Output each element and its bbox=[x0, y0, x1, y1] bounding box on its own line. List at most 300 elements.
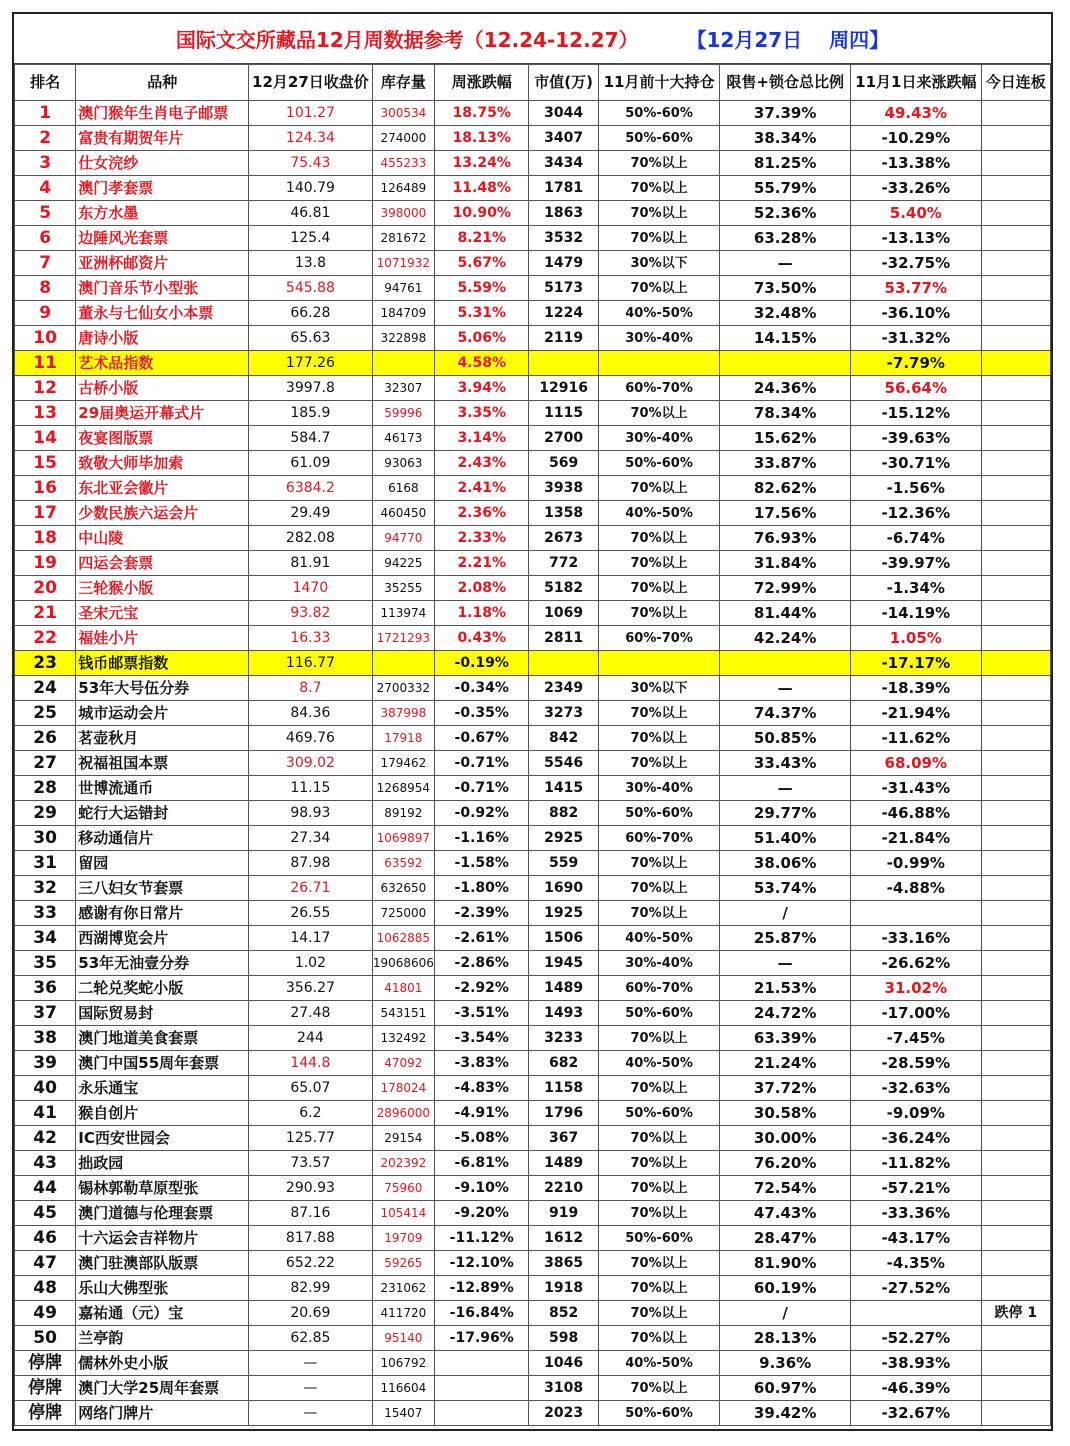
since-nov1-cell: 53.77% bbox=[850, 276, 981, 301]
locked-ratio-cell: 76.20% bbox=[720, 1151, 851, 1176]
table-row bbox=[15, 726, 1051, 751]
table-row bbox=[15, 626, 1051, 651]
name-cell: 十六运会吉祥物片 bbox=[76, 1226, 249, 1251]
limit-streak-cell bbox=[981, 901, 1050, 926]
report-title-bar bbox=[14, 14, 1051, 64]
locked-ratio-cell: 60.97% bbox=[720, 1376, 851, 1401]
name-cell: 致敬大师毕加索 bbox=[76, 451, 249, 476]
locked-ratio-cell: 76.93% bbox=[720, 526, 851, 551]
locked-ratio-cell: / bbox=[720, 901, 851, 926]
table-row bbox=[15, 1276, 1051, 1301]
locked-ratio-cell: 30.00% bbox=[720, 1126, 851, 1151]
name-cell: 艺术品指数 bbox=[76, 351, 249, 376]
weekly-change-cell: 5.06% bbox=[435, 326, 529, 351]
since-nov1-cell: -11.82% bbox=[850, 1151, 981, 1176]
holding-cell: 40%-50% bbox=[598, 926, 720, 951]
locked-ratio-cell: 47.43% bbox=[720, 1201, 851, 1226]
since-nov1-cell: -26.62% bbox=[850, 951, 981, 976]
stock-cell: 116604 bbox=[372, 1376, 434, 1401]
locked-ratio-cell: 21.24% bbox=[720, 1051, 851, 1076]
stock-cell: 94761 bbox=[372, 276, 434, 301]
price-cell: 46.81 bbox=[249, 201, 373, 226]
rank-cell: 22 bbox=[15, 626, 76, 651]
limit-streak-cell bbox=[981, 851, 1050, 876]
limit-streak-cell bbox=[981, 926, 1050, 951]
rank-cell: 45 bbox=[15, 1201, 76, 1226]
price-cell: 65.07 bbox=[249, 1076, 373, 1101]
since-nov1-cell: -17.17% bbox=[850, 651, 981, 676]
table-row bbox=[15, 1226, 1051, 1251]
limit-streak-cell bbox=[981, 1201, 1050, 1226]
stock-cell: 132492 bbox=[372, 1026, 434, 1051]
weekly-change-cell: 2.08% bbox=[435, 576, 529, 601]
limit-streak-cell bbox=[981, 751, 1050, 776]
locked-ratio-cell: 39.42% bbox=[720, 1401, 851, 1426]
limit-streak-cell bbox=[981, 176, 1050, 201]
rank-cell: 6 bbox=[15, 226, 76, 251]
name-cell: 国际贸易封 bbox=[76, 1001, 249, 1026]
since-nov1-cell: -11.62% bbox=[850, 726, 981, 751]
rank-cell: 24 bbox=[15, 676, 76, 701]
stock-cell: 15407 bbox=[372, 1401, 434, 1426]
market-cap-cell: 772 bbox=[529, 551, 598, 576]
rank-cell: 47 bbox=[15, 1251, 76, 1276]
table-row bbox=[15, 1401, 1051, 1426]
since-nov1-cell: -4.88% bbox=[850, 876, 981, 901]
limit-streak-cell bbox=[981, 1401, 1050, 1426]
weekly-change-cell: 5.59% bbox=[435, 276, 529, 301]
weekly-change-cell: -2.92% bbox=[435, 976, 529, 1001]
price-cell: 584.7 bbox=[249, 426, 373, 451]
locked-ratio-cell: 81.90% bbox=[720, 1251, 851, 1276]
weekly-change-cell: -17.96% bbox=[435, 1326, 529, 1351]
stock-cell: 93063 bbox=[372, 451, 434, 476]
since-nov1-cell: -57.21% bbox=[850, 1176, 981, 1201]
weekly-change-cell: -0.71% bbox=[435, 776, 529, 801]
table-row bbox=[15, 926, 1051, 951]
rank-cell: 13 bbox=[15, 401, 76, 426]
since-nov1-cell: -17.00% bbox=[850, 1001, 981, 1026]
rank-cell: 停牌 bbox=[15, 1351, 76, 1376]
locked-ratio-cell: 28.13% bbox=[720, 1326, 851, 1351]
rank-cell: 5 bbox=[15, 201, 76, 226]
stock-cell: 202392 bbox=[372, 1151, 434, 1176]
price-cell: 356.27 bbox=[249, 976, 373, 1001]
limit-streak-cell bbox=[981, 826, 1050, 851]
name-cell: 澳门地道美食套票 bbox=[76, 1026, 249, 1051]
table-row bbox=[15, 651, 1051, 676]
stock-cell: 632650 bbox=[372, 876, 434, 901]
table-row bbox=[15, 1051, 1051, 1076]
since-nov1-cell: -33.36% bbox=[850, 1201, 981, 1226]
holding-cell: 50%-60% bbox=[598, 1226, 720, 1251]
rank-cell: 26 bbox=[15, 726, 76, 751]
name-cell: 猴自创片 bbox=[76, 1101, 249, 1126]
since-nov1-cell: 49.43% bbox=[850, 101, 981, 126]
price-cell: 125.77 bbox=[249, 1126, 373, 1151]
name-cell: 三八妇女节套票 bbox=[76, 876, 249, 901]
rank-cell: 44 bbox=[15, 1176, 76, 1201]
rank-cell: 18 bbox=[15, 526, 76, 551]
locked-ratio-cell: 51.40% bbox=[720, 826, 851, 851]
locked-ratio-cell: 74.37% bbox=[720, 701, 851, 726]
since-nov1-cell bbox=[850, 1301, 981, 1326]
price-cell: 27.48 bbox=[249, 1001, 373, 1026]
name-cell: 移动通信片 bbox=[76, 826, 249, 851]
name-cell: 世博流通币 bbox=[76, 776, 249, 801]
limit-streak-cell bbox=[981, 251, 1050, 276]
holding-cell: 70%以上 bbox=[598, 726, 720, 751]
name-cell: IC西安世园会 bbox=[76, 1126, 249, 1151]
limit-streak-cell bbox=[981, 326, 1050, 351]
since-nov1-cell: -28.59% bbox=[850, 1051, 981, 1076]
since-nov1-cell: -46.88% bbox=[850, 801, 981, 826]
locked-ratio-cell: 73.50% bbox=[720, 276, 851, 301]
stock-cell: 59996 bbox=[372, 401, 434, 426]
since-nov1-cell: -31.32% bbox=[850, 326, 981, 351]
name-cell: 永乐通宝 bbox=[76, 1076, 249, 1101]
holding-cell: 50%-60% bbox=[598, 801, 720, 826]
market-cap-cell: 3434 bbox=[529, 151, 598, 176]
rank-cell: 2 bbox=[15, 126, 76, 151]
limit-streak-cell bbox=[981, 601, 1050, 626]
price-cell: — bbox=[249, 1401, 373, 1426]
market-cap-cell: 2023 bbox=[529, 1401, 598, 1426]
header-weekly-change: 周涨跌幅 bbox=[435, 65, 529, 101]
name-cell: 感谢有你日常片 bbox=[76, 901, 249, 926]
market-cap-cell: 1479 bbox=[529, 251, 598, 276]
locked-ratio-cell: 30.58% bbox=[720, 1101, 851, 1126]
since-nov1-cell: -10.29% bbox=[850, 126, 981, 151]
holding-cell: 50%-60% bbox=[598, 1401, 720, 1426]
locked-ratio-cell: 63.28% bbox=[720, 226, 851, 251]
holding-cell: 70%以上 bbox=[598, 526, 720, 551]
locked-ratio-cell: 55.79% bbox=[720, 176, 851, 201]
stock-cell: 29154 bbox=[372, 1126, 434, 1151]
limit-streak-cell bbox=[981, 201, 1050, 226]
weekly-change-cell: 1.18% bbox=[435, 601, 529, 626]
locked-ratio-cell: — bbox=[720, 951, 851, 976]
limit-streak-cell bbox=[981, 776, 1050, 801]
rank-cell: 16 bbox=[15, 476, 76, 501]
locked-ratio-cell: 9.36% bbox=[720, 1351, 851, 1376]
locked-ratio-cell: 24.36% bbox=[720, 376, 851, 401]
name-cell: 嘉祐通（元）宝 bbox=[76, 1301, 249, 1326]
market-cap-cell: 1115 bbox=[529, 401, 598, 426]
name-cell: 澳门中国55周年套票 bbox=[76, 1051, 249, 1076]
name-cell: 东方水墨 bbox=[76, 201, 249, 226]
holding-cell: 70%以上 bbox=[598, 876, 720, 901]
locked-ratio-cell: 29.77% bbox=[720, 801, 851, 826]
name-cell: 澳门道德与伦理套票 bbox=[76, 1201, 249, 1226]
name-cell: 53年大号伍分券 bbox=[76, 676, 249, 701]
weekly-change-cell: 0.43% bbox=[435, 626, 529, 651]
market-cap-cell: 3273 bbox=[529, 701, 598, 726]
name-cell: 中山陵 bbox=[76, 526, 249, 551]
holding-cell: 70%以上 bbox=[598, 551, 720, 576]
limit-streak-cell bbox=[981, 1251, 1050, 1276]
table-row bbox=[15, 876, 1051, 901]
weekly-change-cell bbox=[435, 1376, 529, 1401]
price-cell: 309.02 bbox=[249, 751, 373, 776]
market-cap-cell: 12916 bbox=[529, 376, 598, 401]
market-cap-cell: 1863 bbox=[529, 201, 598, 226]
stock-cell bbox=[372, 351, 434, 376]
holding-cell: 70%以上 bbox=[598, 1026, 720, 1051]
limit-streak-cell bbox=[981, 451, 1050, 476]
market-cap-cell: 852 bbox=[529, 1301, 598, 1326]
market-cap-cell: 2349 bbox=[529, 676, 598, 701]
rank-cell: 21 bbox=[15, 601, 76, 626]
price-cell: 177.26 bbox=[249, 351, 373, 376]
table-row bbox=[15, 326, 1051, 351]
limit-streak-cell bbox=[981, 876, 1050, 901]
table-row bbox=[15, 126, 1051, 151]
limit-streak-cell bbox=[981, 426, 1050, 451]
market-cap-cell: 1493 bbox=[529, 1001, 598, 1026]
weekly-change-cell: 11.48% bbox=[435, 176, 529, 201]
table-body bbox=[15, 101, 1051, 1426]
since-nov1-cell: -32.67% bbox=[850, 1401, 981, 1426]
price-cell: 1470 bbox=[249, 576, 373, 601]
locked-ratio-cell: 50.85% bbox=[720, 726, 851, 751]
table-row bbox=[15, 601, 1051, 626]
holding-cell: 70%以上 bbox=[598, 226, 720, 251]
holding-cell: 50%-60% bbox=[598, 101, 720, 126]
rank-cell: 3 bbox=[15, 151, 76, 176]
table-row bbox=[15, 451, 1051, 476]
table-row bbox=[15, 1201, 1051, 1226]
holding-cell: 70%以上 bbox=[598, 1301, 720, 1326]
market-cap-cell: 1158 bbox=[529, 1076, 598, 1101]
locked-ratio-cell: 72.54% bbox=[720, 1176, 851, 1201]
since-nov1-cell: -9.09% bbox=[850, 1101, 981, 1126]
holding-cell: 40%-50% bbox=[598, 1351, 720, 1376]
stock-cell: 63592 bbox=[372, 851, 434, 876]
table-row bbox=[15, 151, 1051, 176]
holding-cell: 40%-50% bbox=[598, 301, 720, 326]
weekly-change-cell: -12.89% bbox=[435, 1276, 529, 1301]
stock-cell: 1069897 bbox=[372, 826, 434, 851]
rank-cell: 14 bbox=[15, 426, 76, 451]
price-cell: 26.71 bbox=[249, 876, 373, 901]
limit-streak-cell bbox=[981, 126, 1050, 151]
stock-cell: 35255 bbox=[372, 576, 434, 601]
weekly-change-cell: 13.24% bbox=[435, 151, 529, 176]
stock-cell: 47092 bbox=[372, 1051, 434, 1076]
weekly-change-cell: -0.92% bbox=[435, 801, 529, 826]
weekly-change-cell: 8.21% bbox=[435, 226, 529, 251]
since-nov1-cell: -31.43% bbox=[850, 776, 981, 801]
stock-cell: 89192 bbox=[372, 801, 434, 826]
stock-cell: 179462 bbox=[372, 751, 434, 776]
market-cap-cell: 367 bbox=[529, 1126, 598, 1151]
report-title: 国际文交所藏品12月周数据参考（12.24-12.27） bbox=[175, 28, 639, 52]
since-nov1-cell: -1.34% bbox=[850, 576, 981, 601]
locked-ratio-cell: 81.44% bbox=[720, 601, 851, 626]
locked-ratio-cell: 42.24% bbox=[720, 626, 851, 651]
table-row bbox=[15, 1101, 1051, 1126]
market-cap-cell: 5546 bbox=[529, 751, 598, 776]
since-nov1-cell: -38.93% bbox=[850, 1351, 981, 1376]
market-cap-cell: 3044 bbox=[529, 101, 598, 126]
weekly-change-cell: 2.36% bbox=[435, 501, 529, 526]
table-row bbox=[15, 251, 1051, 276]
since-nov1-cell: -14.19% bbox=[850, 601, 981, 626]
weekly-change-cell: 3.94% bbox=[435, 376, 529, 401]
market-cap-cell: 882 bbox=[529, 801, 598, 826]
stock-cell: 19068606 bbox=[372, 951, 434, 976]
stock-cell: 46173 bbox=[372, 426, 434, 451]
price-cell: — bbox=[249, 1376, 373, 1401]
name-cell: 儒林外史小版 bbox=[76, 1351, 249, 1376]
name-cell: 福娃小片 bbox=[76, 626, 249, 651]
market-cap-cell bbox=[529, 651, 598, 676]
weekly-change-cell: 5.31% bbox=[435, 301, 529, 326]
limit-streak-cell bbox=[981, 976, 1050, 1001]
rank-cell: 43 bbox=[15, 1151, 76, 1176]
weekly-change-cell bbox=[435, 1401, 529, 1426]
price-cell: 73.57 bbox=[249, 1151, 373, 1176]
rank-cell: 23 bbox=[15, 651, 76, 676]
holding-cell: 60%-70% bbox=[598, 626, 720, 651]
rank-cell: 27 bbox=[15, 751, 76, 776]
weekly-change-cell: 5.67% bbox=[435, 251, 529, 276]
name-cell: 少数民族六运会片 bbox=[76, 501, 249, 526]
holding-cell: 70%以上 bbox=[598, 1251, 720, 1276]
locked-ratio-cell: 82.62% bbox=[720, 476, 851, 501]
name-cell: 留园 bbox=[76, 851, 249, 876]
holding-cell: 40%-50% bbox=[598, 501, 720, 526]
name-cell: 澳门音乐节小型张 bbox=[76, 276, 249, 301]
since-nov1-cell: -33.16% bbox=[850, 926, 981, 951]
rank-cell: 17 bbox=[15, 501, 76, 526]
name-cell: 东北亚会徽片 bbox=[76, 476, 249, 501]
holding-cell: 50%-60% bbox=[598, 1001, 720, 1026]
table-row bbox=[15, 576, 1051, 601]
price-cell: 84.36 bbox=[249, 701, 373, 726]
holding-cell: 70%以上 bbox=[598, 701, 720, 726]
header-market-cap: 市值(万) bbox=[529, 65, 598, 101]
stock-cell: 725000 bbox=[372, 901, 434, 926]
limit-streak-cell bbox=[981, 1376, 1050, 1401]
stock-cell: 1721293 bbox=[372, 626, 434, 651]
stock-cell: 2896000 bbox=[372, 1101, 434, 1126]
holding-cell: 70%以上 bbox=[598, 1126, 720, 1151]
price-cell: 93.82 bbox=[249, 601, 373, 626]
price-cell: 545.88 bbox=[249, 276, 373, 301]
rank-cell: 39 bbox=[15, 1051, 76, 1076]
market-cap-cell: 2700 bbox=[529, 426, 598, 451]
locked-ratio-cell: 38.34% bbox=[720, 126, 851, 151]
weekly-change-cell: -1.58% bbox=[435, 851, 529, 876]
rank-cell: 8 bbox=[15, 276, 76, 301]
since-nov1-cell: -12.36% bbox=[850, 501, 981, 526]
price-cell: 16.33 bbox=[249, 626, 373, 651]
weekly-change-cell: 4.58% bbox=[435, 351, 529, 376]
report-sheet bbox=[12, 12, 1053, 1431]
market-cap-cell: 1046 bbox=[529, 1351, 598, 1376]
stock-cell bbox=[372, 651, 434, 676]
table-row bbox=[15, 1026, 1051, 1051]
market-cap-cell: 1690 bbox=[529, 876, 598, 901]
holding-cell: 30%-40% bbox=[598, 426, 720, 451]
locked-ratio-cell: 53.74% bbox=[720, 876, 851, 901]
stock-cell: 178024 bbox=[372, 1076, 434, 1101]
table-row bbox=[15, 551, 1051, 576]
market-cap-cell: 3865 bbox=[529, 1251, 598, 1276]
rank-cell: 15 bbox=[15, 451, 76, 476]
table-row bbox=[15, 1301, 1051, 1326]
rank-cell: 7 bbox=[15, 251, 76, 276]
market-cap-cell: 1925 bbox=[529, 901, 598, 926]
market-cap-cell: 559 bbox=[529, 851, 598, 876]
holding-cell: 40%-50% bbox=[598, 1051, 720, 1076]
market-cap-cell: 1612 bbox=[529, 1226, 598, 1251]
weekly-change-cell: -9.10% bbox=[435, 1176, 529, 1201]
locked-ratio-cell: 81.25% bbox=[720, 151, 851, 176]
market-cap-cell: 5182 bbox=[529, 576, 598, 601]
weekly-change-cell: -16.84% bbox=[435, 1301, 529, 1326]
since-nov1-cell: -1.56% bbox=[850, 476, 981, 501]
name-cell: 钱币邮票指数 bbox=[76, 651, 249, 676]
locked-ratio-cell: 78.34% bbox=[720, 401, 851, 426]
since-nov1-cell: -52.27% bbox=[850, 1326, 981, 1351]
holding-cell: 70%以上 bbox=[598, 576, 720, 601]
holding-cell: 70%以上 bbox=[598, 1276, 720, 1301]
weekly-change-cell bbox=[435, 1351, 529, 1376]
name-cell: 边陲风光套票 bbox=[76, 226, 249, 251]
stock-cell: 322898 bbox=[372, 326, 434, 351]
limit-streak-cell bbox=[981, 501, 1050, 526]
locked-ratio-cell: 15.62% bbox=[720, 426, 851, 451]
limit-streak-cell bbox=[981, 551, 1050, 576]
weekly-change-cell: -0.19% bbox=[435, 651, 529, 676]
limit-streak-cell bbox=[981, 1276, 1050, 1301]
weekly-change-cell: -0.35% bbox=[435, 701, 529, 726]
rank-cell: 40 bbox=[15, 1076, 76, 1101]
rank-cell: 49 bbox=[15, 1301, 76, 1326]
limit-streak-cell bbox=[981, 1051, 1050, 1076]
market-cap-cell: 1781 bbox=[529, 176, 598, 201]
holding-cell: 70%以上 bbox=[598, 1151, 720, 1176]
price-cell: 65.63 bbox=[249, 326, 373, 351]
market-cap-cell: 1069 bbox=[529, 601, 598, 626]
locked-ratio-cell: 21.53% bbox=[720, 976, 851, 1001]
price-cell: 13.8 bbox=[249, 251, 373, 276]
locked-ratio-cell: / bbox=[720, 1301, 851, 1326]
stock-cell: 126489 bbox=[372, 176, 434, 201]
price-cell: 1.02 bbox=[249, 951, 373, 976]
since-nov1-cell: -4.35% bbox=[850, 1251, 981, 1276]
name-cell: 董永与七仙女小本票 bbox=[76, 301, 249, 326]
table-row bbox=[15, 426, 1051, 451]
since-nov1-cell: -39.97% bbox=[850, 551, 981, 576]
price-cell: 125.4 bbox=[249, 226, 373, 251]
holding-cell: 60%-70% bbox=[598, 826, 720, 851]
holding-cell: 70%以上 bbox=[598, 1201, 720, 1226]
limit-streak-cell bbox=[981, 651, 1050, 676]
table-row bbox=[15, 976, 1051, 1001]
holding-cell: 50%-60% bbox=[598, 451, 720, 476]
holding-cell: 70%以上 bbox=[598, 1076, 720, 1101]
weekly-change-cell: -3.54% bbox=[435, 1026, 529, 1051]
name-cell: 二轮兑奖蛇小版 bbox=[76, 976, 249, 1001]
weekly-change-cell: -4.91% bbox=[435, 1101, 529, 1126]
limit-streak-cell bbox=[981, 1176, 1050, 1201]
weekly-change-cell: -2.86% bbox=[435, 951, 529, 976]
weekly-change-cell: -12.10% bbox=[435, 1251, 529, 1276]
